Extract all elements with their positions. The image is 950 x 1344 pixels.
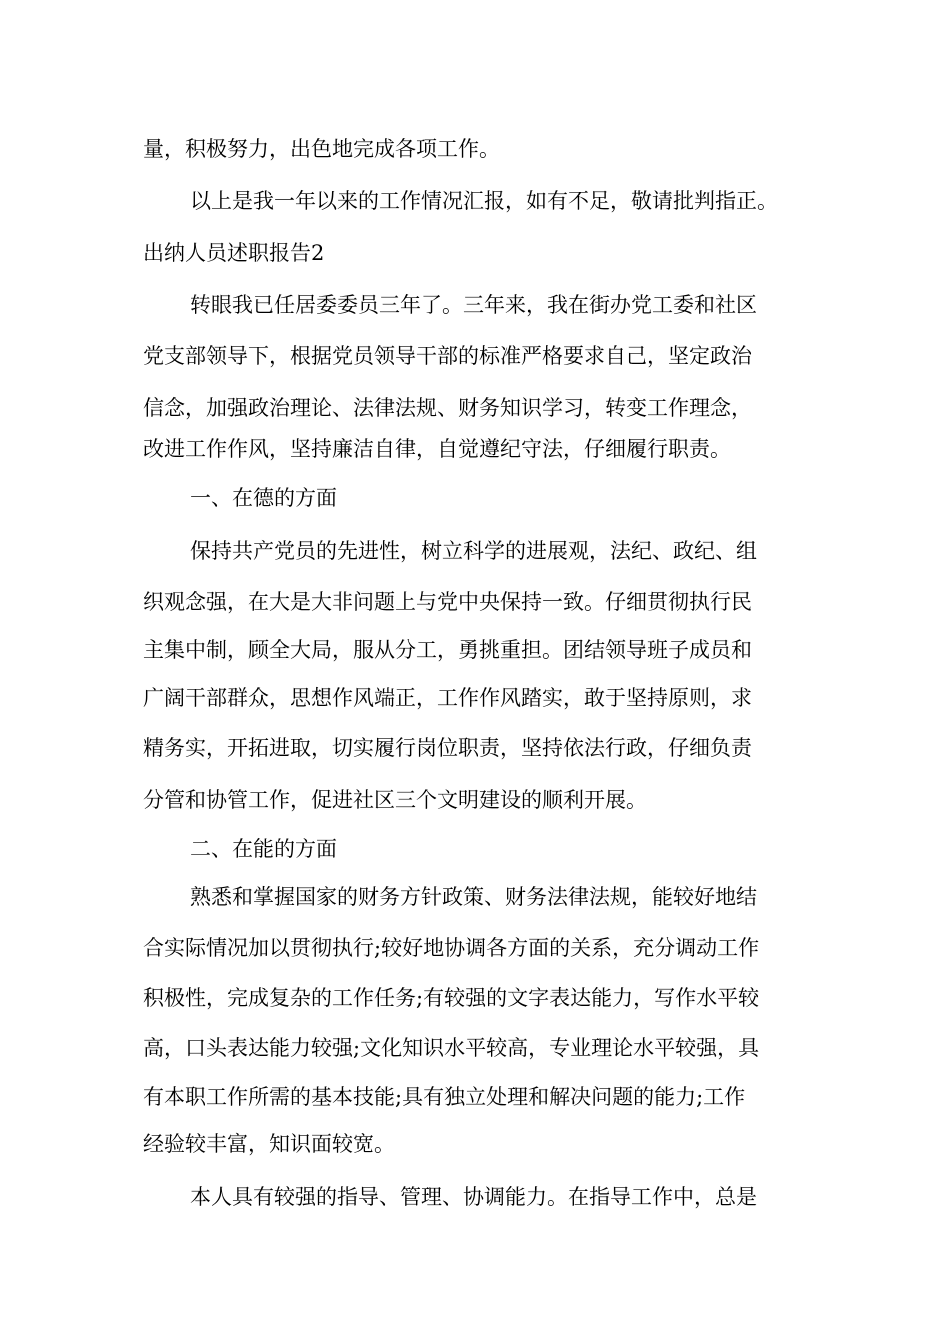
text-line: 织观念强，在大是大非问题上与党中央保持一致。仔细贯彻执行民 [143, 590, 752, 614]
text-line: 分管和协管工作，促进社区三个文明建设的顺利开展。 [143, 788, 647, 812]
text-line: 精务实，开拓进取，切实履行岗位职责，坚持依法行政，仔细负责 [143, 736, 752, 760]
text-line: 主集中制，顾全大局，服从分工，勇挑重担。团结领导班子成员和 [143, 638, 752, 662]
text-line: 高，口头表达能力较强;文化知识水平较高，专业理论水平较强，具 [143, 1036, 760, 1060]
text-line: 广阔干部群众，思想作风端正，工作作风踏实，敢于坚持原则，求 [143, 686, 752, 710]
text-line: 量，积极努力，出色地完成各项工作。 [143, 137, 500, 161]
text-line: 积极性，完成复杂的工作任务;有较强的文字表达能力，写作水平较 [143, 986, 760, 1010]
text-line: 党支部领导下，根据党员领导干部的标准严格要求自己，坚定政治 [143, 344, 752, 368]
text-line: 信念，加强政治理论、法律法规、财务知识学习，转变工作理念， [143, 396, 752, 420]
section-title: 出纳人员述职报告2 [143, 241, 325, 265]
subheading: 一、在德的方面 [190, 486, 337, 510]
text-line: 合实际情况加以贯彻执行;较好地协调各方面的关系，充分调动工作 [143, 936, 760, 960]
text-line: 有本职工作所需的基本技能;具有独立处理和解决问题的能力;工作 [143, 1085, 746, 1109]
text-line: 本人具有较强的指导、管理、协调能力。在指导工作中，总是 [190, 1185, 757, 1209]
text-line: 以上是我一年以来的工作情况汇报，如有不足，敬请批判指正。 [190, 189, 778, 213]
text-line: 经验较丰富，知识面较宽。 [143, 1132, 395, 1156]
text-line: 转眼我已任居委委员三年了。三年来，我在街办党工委和社区 [190, 293, 757, 317]
text-line: 熟悉和掌握国家的财务方针政策、财务法律法规，能较好地结 [190, 885, 757, 909]
text-line: 保持共产党员的先进性，树立科学的进展观，法纪、政纪、组 [190, 539, 757, 563]
subheading: 二、在能的方面 [190, 837, 337, 861]
text-line: 改进工作作风，坚持廉洁自律，自觉遵纪守法，仔细履行职责。 [143, 437, 731, 461]
